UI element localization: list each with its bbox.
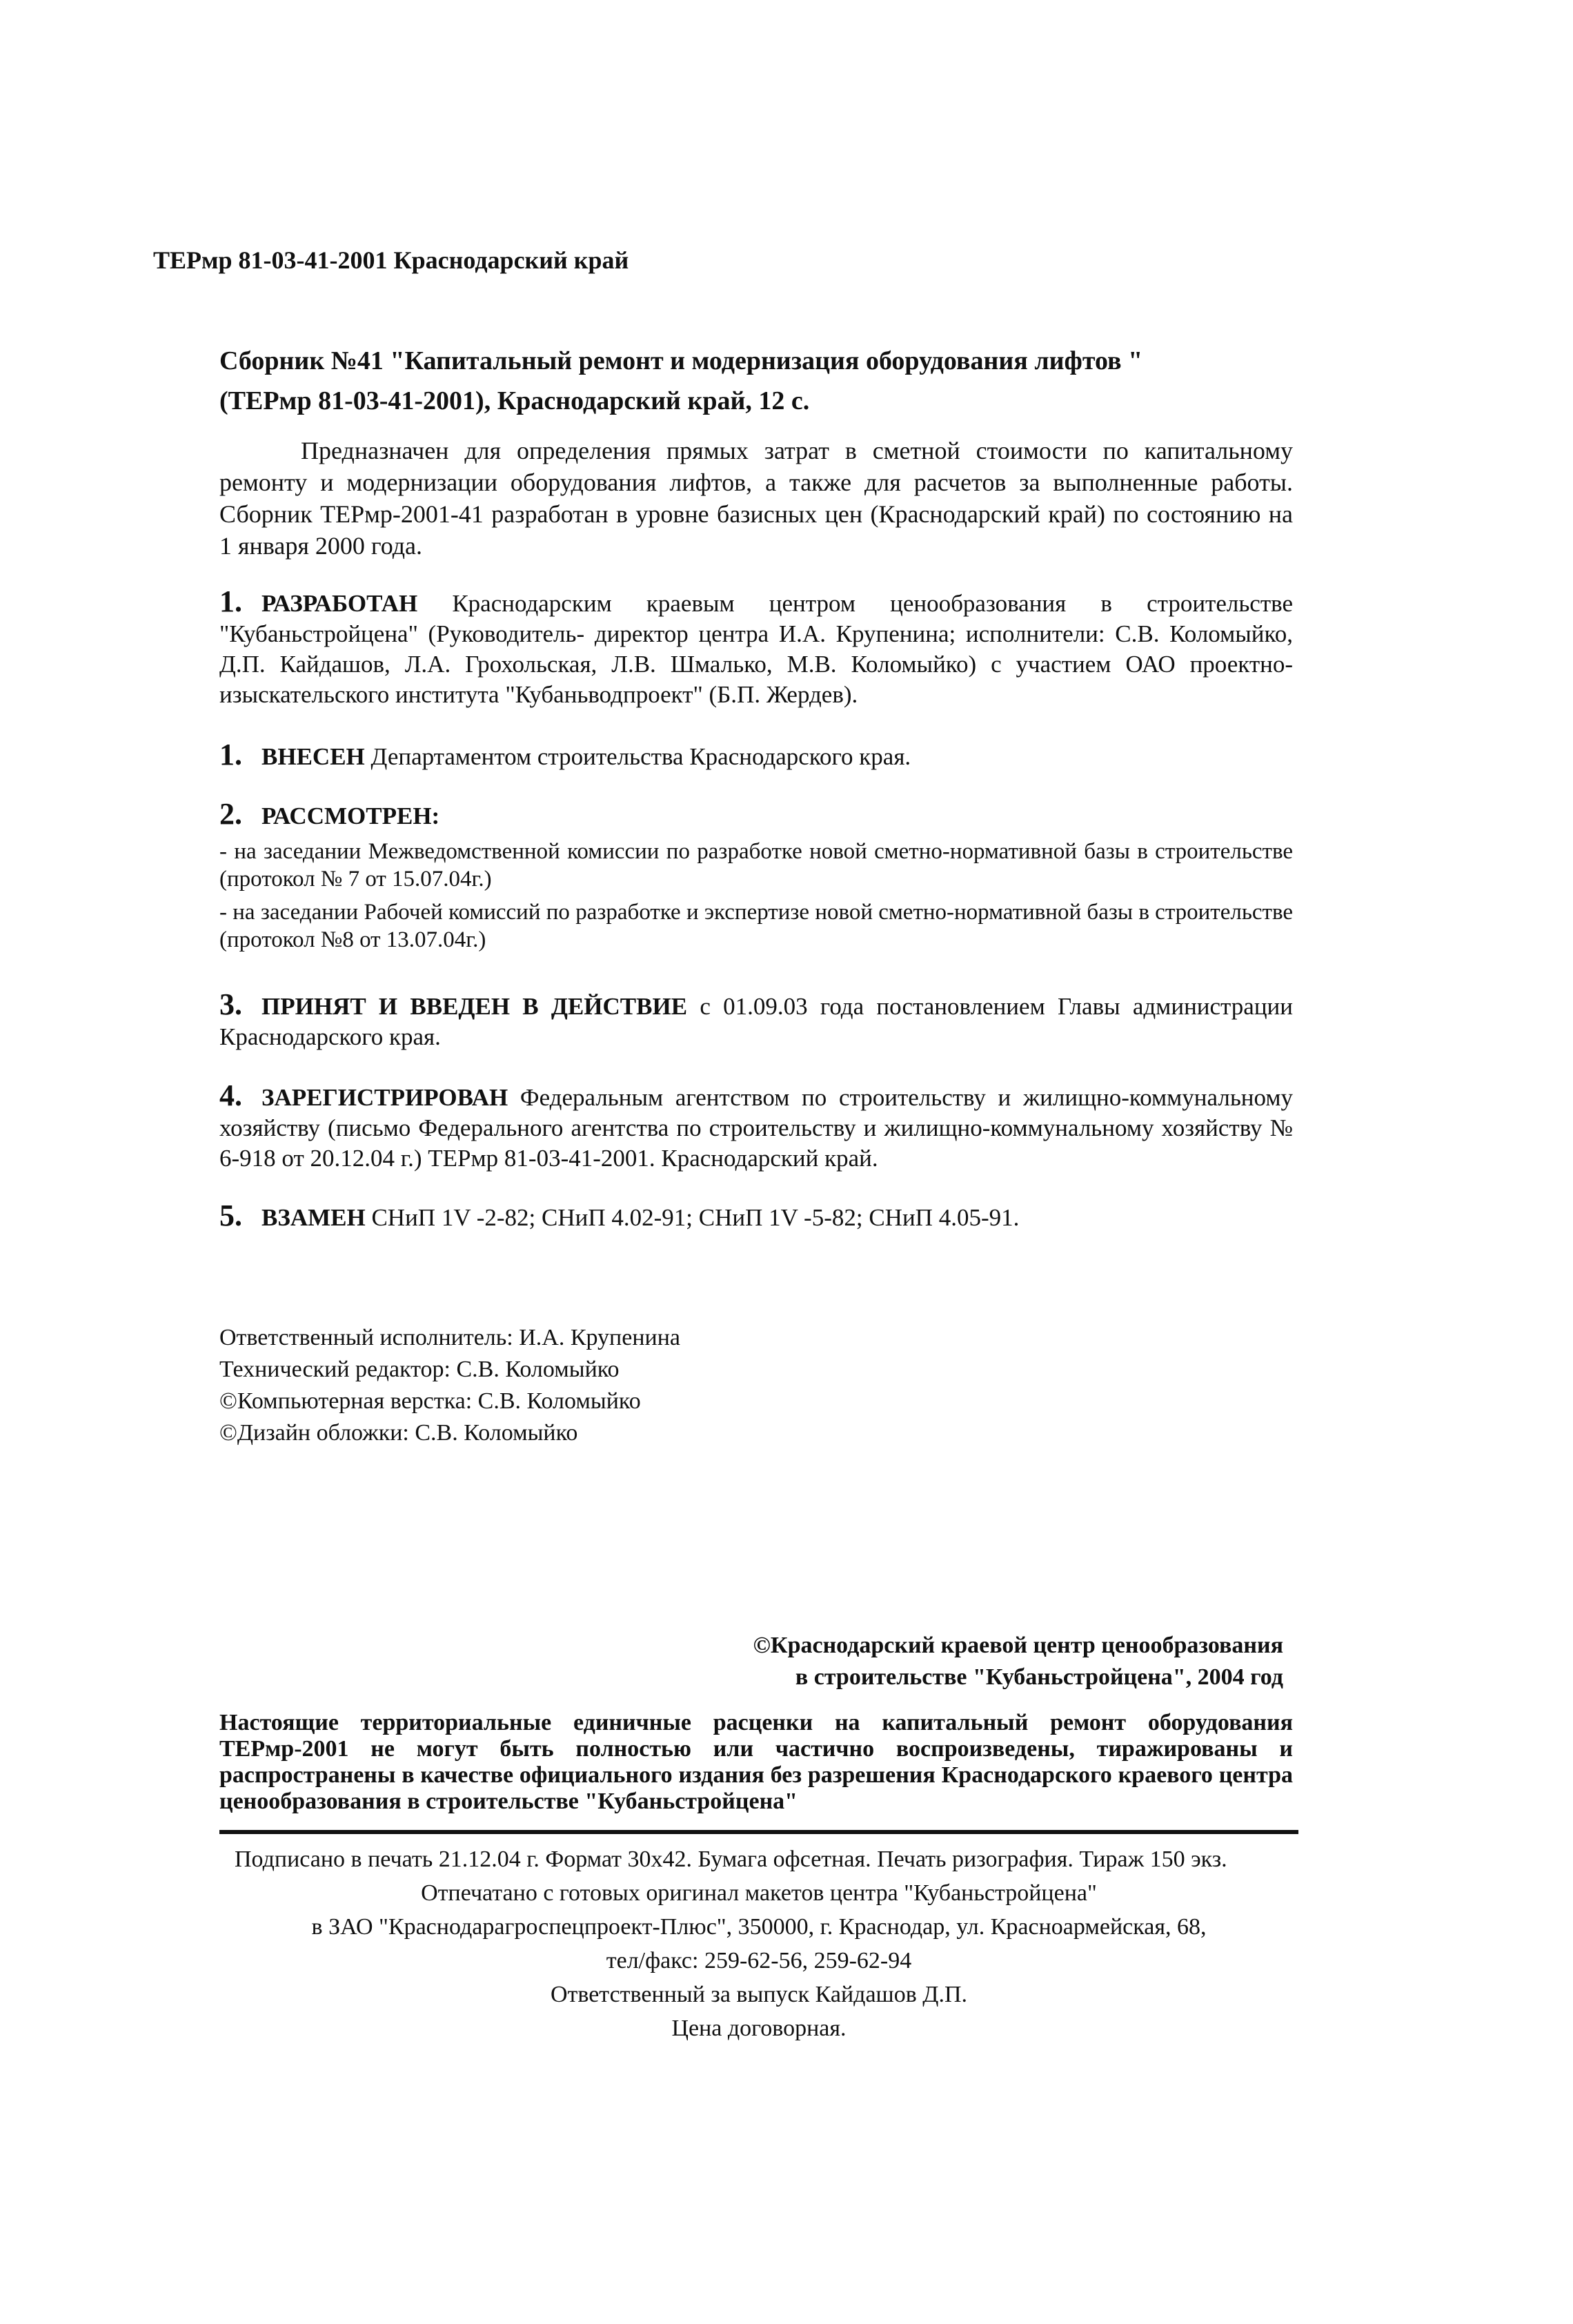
section-registered xyxy=(219,1081,1293,1174)
credit-line: ©Дизайн обложки: С.В. Коломыйко xyxy=(219,1420,578,1446)
imprint-line: тел/факс: 259-62-56, 259-62-94 xyxy=(606,1948,912,1973)
section-lead: ВЗАМЕН xyxy=(261,1204,366,1231)
copyright-block xyxy=(753,1630,1283,1693)
section-text: Департаментом строительства Краснодарского края. xyxy=(364,743,911,770)
section-number: 2. xyxy=(219,797,242,831)
copyright-line: ©Краснодарский краевой центр ценообразования xyxy=(753,1633,1283,1658)
imprint-block xyxy=(219,1842,1298,2045)
reviewed-item-1: - на заседании Межведомственной комиссии по разработке новой сметно-нормативной базы в строительстве (протокол № 7 от 15.07.04г.) xyxy=(219,839,1293,892)
imprint-line: Цена договорная. xyxy=(671,2016,847,2041)
section-text: с 01.09.03 года постановлением Главы администрации Краснодарского края. xyxy=(219,993,1294,1050)
credit-line: Ответственный исполнитель: И.А. Крупенина xyxy=(219,1325,681,1350)
section-number: 4. xyxy=(219,1079,242,1112)
collection-title xyxy=(219,341,1296,421)
imprint-line: Отпечатано с готовых оригинал макетов центра "Кубаньстройцена" xyxy=(421,1880,1097,1906)
section-lead: РАССМОТРЕН: xyxy=(261,802,440,829)
imprint-line: Ответственный за выпуск Кайдашов Д.П. xyxy=(550,1982,968,2007)
section-replaces xyxy=(219,1201,1293,1233)
section-number: 3. xyxy=(219,987,242,1021)
collection-title-line1: Сборник №41 "Капитальный ремонт и модернизация оборудования лифтов " xyxy=(219,346,1143,375)
credit-line: ©Компьютерная верстка: С.В. Коломыйко xyxy=(219,1388,641,1414)
section-submitted xyxy=(219,740,1293,772)
section-number: 5. xyxy=(219,1199,242,1232)
credit-line: Технический редактор: С.В. Коломыйко xyxy=(219,1357,620,1382)
purpose-paragraph: Предназначен для определения прямых затрат в сметной стоимости по капитальному ремонту и модернизации оборудования лифтов, а также для расчетов за выполненные работы. Сборник ТЕРмр-2001-41 разработан в уровне базисных цен (Краснодарский край) по состоянию на 1 января 2000 года. xyxy=(219,437,1293,560)
imprint-line: Подписано в печать 21.12.04 г. Формат 30х42. Бумага офсетная. Печать ризография. Тираж 150 экз. xyxy=(235,1847,1227,1872)
collection-title-line2: (ТЕРмр 81-03-41-2001), Краснодарский край, 12 с. xyxy=(219,386,810,415)
section-number: 1. xyxy=(219,584,242,618)
document-header: ТЕРмр 81-03-41-2001 Краснодарский край xyxy=(153,246,629,274)
section-text: Федеральным агентством по строительству и жилищно-коммунальному хозяйству (письмо Федерального агентства по строительству и жилищно-коммунальному хозяйству № 6-918 от 20.12.04 г.) ТЕРмр 81-03-41-2001. Краснодарский край. xyxy=(219,1084,1293,1172)
reproduction-notice: Настоящие территориальные единичные расценки на капитальный ремонт оборудования ТЕРмр-2001 не могут быть полностью или частично воспроизведены, тиражированы и распространены в качестве официального издания без разрешения Краснодарского краевого центра ценообразования в строительстве "Кубаньстройцена" xyxy=(219,1710,1293,1814)
divider-rule xyxy=(219,1830,1298,1834)
section-lead: ВНЕСЕН xyxy=(261,743,365,770)
section-lead: РАЗРАБОТАН xyxy=(261,590,418,617)
section-lead: ПРИНЯТ И ВВЕДЕН В ДЕЙСТВИЕ xyxy=(261,993,688,1020)
imprint-line: в ЗАО "Краснодарагроспецпроект-Плюс", 350000, г. Краснодар, ул. Красноармейская, 68, xyxy=(311,1914,1207,1940)
credits-block xyxy=(219,1322,680,1449)
reviewed-item-2: - на заседании Рабочей комиссий по разработке и экспертизе новой сметно-нормативной базы в строительстве (протокол №8 от 13.07.04г.) xyxy=(219,900,1293,952)
section-text: СНиП 1V -2-82; СНиП 4.02-91; СНиП 1V -5-82; СНиП 4.05-91. xyxy=(365,1204,1020,1231)
section-reviewed xyxy=(219,799,1293,831)
section-adopted xyxy=(219,989,1293,1052)
copyright-line: в строительстве "Кубаньстройцена", 2004 год xyxy=(795,1664,1283,1690)
section-text: Краснодарским краевым центром ценообразования в строительстве "Кубаньстройцена" (Руководитель- директор центра И.А. Крупенина; исполнители: С.В. Коломыйко, Д.П. Кайдашов, Л.А. Грохольская, Л.В. Шмалько, М.В. Коломыйко) с участием ОАО проектно-изыскательского института "Кубаньводпроект" (Б.П. Жердев). xyxy=(219,590,1293,708)
section-number: 1. xyxy=(219,738,242,771)
section-developed xyxy=(219,584,1293,710)
section-lead: ЗАРЕГИСТРИРОВАН xyxy=(261,1084,508,1111)
